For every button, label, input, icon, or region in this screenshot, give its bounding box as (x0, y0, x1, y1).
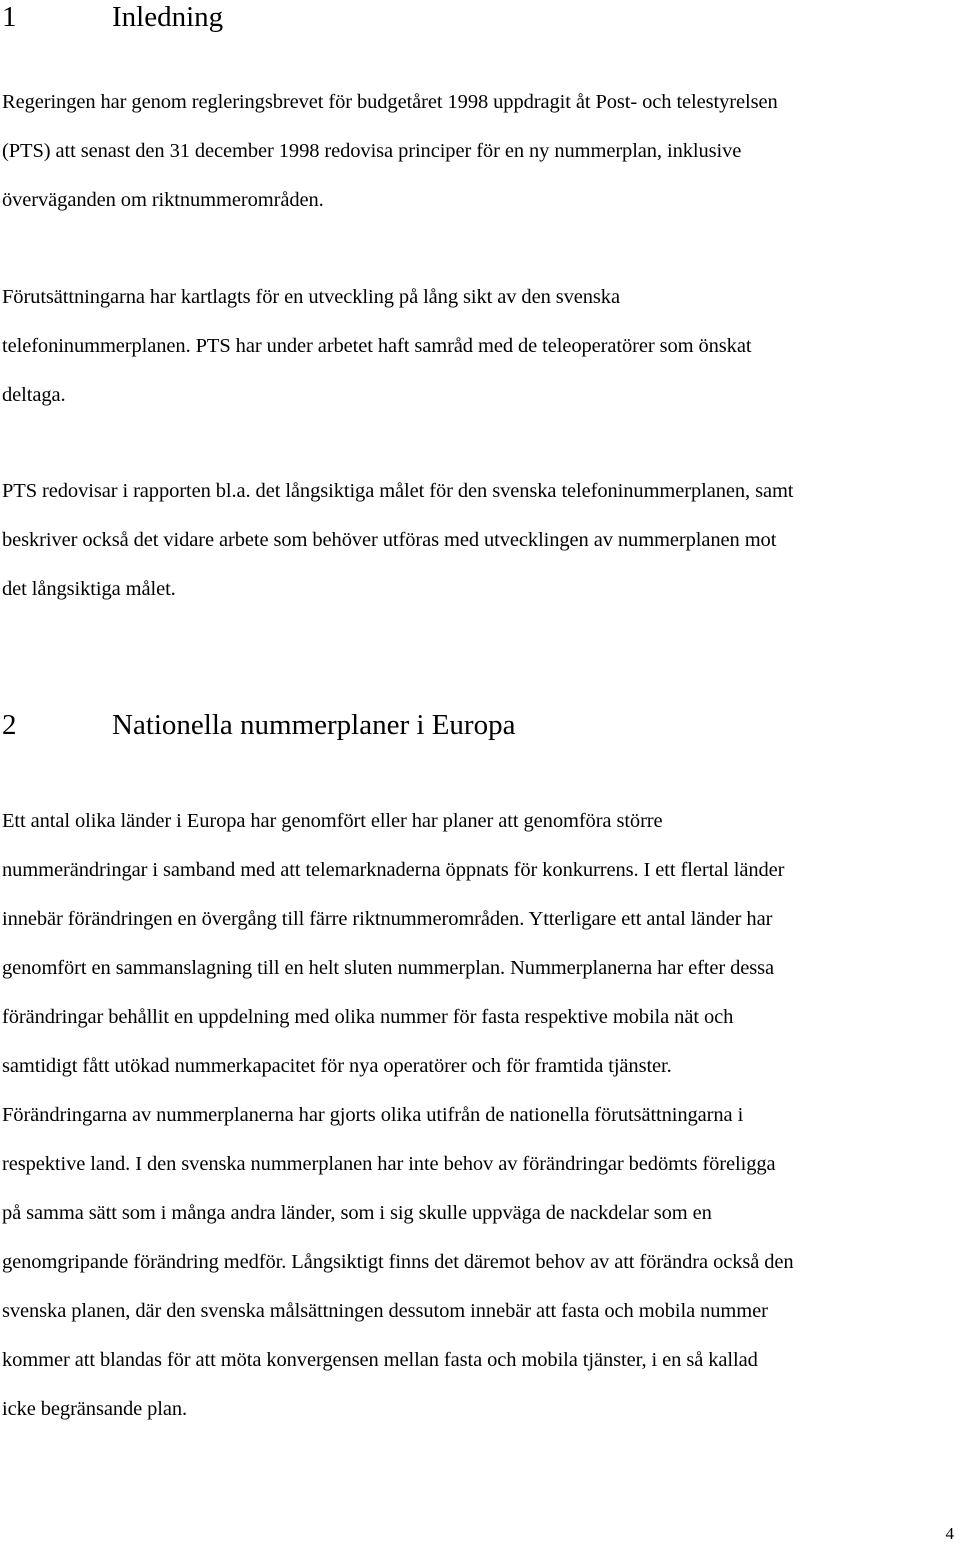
text-line: Förändringarna av nummerplanerna har gjorts olika utifrån de nationella förutsättningarna i (2, 1104, 744, 1126)
text-line: det långsiktiga målet. (2, 578, 176, 600)
text-line: innebär förändringen en övergång till färre riktnummerområden. Ytterligare ett antal länder har (2, 908, 773, 930)
text-line: svenska planen, där den svenska målsättningen dessutom innebär att fasta och mobila nummer (2, 1300, 768, 1322)
text-line: på samma sätt som i många andra länder, som i sig skulle uppväga de nackdelar som en (2, 1202, 712, 1224)
text-line: PTS redovisar i rapporten bl.a. det långsiktiga målet för den svenska telefoninummerplanen, samt (2, 480, 794, 502)
text-line: telefoninummerplanen. PTS har under arbetet haft samråd med de teleoperatörer som önskat (2, 335, 752, 357)
text-line: respektive land. I den svenska nummerplanen har inte behov av förändringar bedömts föreligga (2, 1153, 776, 1175)
page-number: 4 (945, 1524, 954, 1543)
text-line: förändringar behållit en uppdelning med olika nummer för fasta respektive mobila nät och (2, 1006, 734, 1028)
section-2-heading (2, 708, 515, 742)
text-line: genomgripande förändring medför. Långsiktigt finns det däremot behov av att förändra också den (2, 1251, 794, 1273)
section-1-number: 1 (2, 1, 17, 33)
section-2-paragraph-1 (2, 797, 957, 1434)
text-line: genomfört en sammanslagning till en helt sluten nummerplan. Nummerplanerna har efter dessa (2, 957, 775, 979)
section-1-paragraph-1 (2, 78, 957, 225)
text-line: beskriver också det vidare arbete som behöver utföras med utvecklingen av nummerplanen mot (2, 529, 777, 551)
section-2-number: 2 (2, 709, 17, 741)
text-line: samtidigt fått utökad nummerkapacitet för nya operatörer och för framtida tjänster. (2, 1055, 672, 1077)
text-line: kommer att blandas för att möta konvergensen mellan fasta och mobila tjänster, i en så kallad (2, 1349, 758, 1371)
text-line: (PTS) att senast den 31 december 1998 redovisa principer för en ny nummerplan, inklusive (2, 140, 742, 162)
text-line: deltaga. (2, 384, 66, 406)
section-1-paragraph-3 (2, 467, 957, 614)
text-line: icke begränsande plan. (2, 1398, 188, 1420)
section-1-heading (2, 0, 223, 34)
section-1-paragraph-2 (2, 273, 957, 420)
text-line: nummerändringar i samband med att telemarknaderna öppnats för konkurrens. I ett flertal länder (2, 859, 785, 881)
text-line: Förutsättningarna har kartlagts för en utveckling på lång sikt av den svenska (2, 286, 620, 308)
text-line: Ett antal olika länder i Europa har genomfört eller har planer att genomföra större (2, 810, 663, 832)
text-line: överväganden om riktnummerområden. (2, 189, 324, 211)
section-2-title: Nationella nummerplaner i Europa (112, 709, 516, 741)
section-1-title: Inledning (112, 1, 224, 33)
text-line: Regeringen har genom regleringsbrevet för budgetåret 1998 uppdragit åt Post- och telestyrelsen (2, 91, 778, 113)
